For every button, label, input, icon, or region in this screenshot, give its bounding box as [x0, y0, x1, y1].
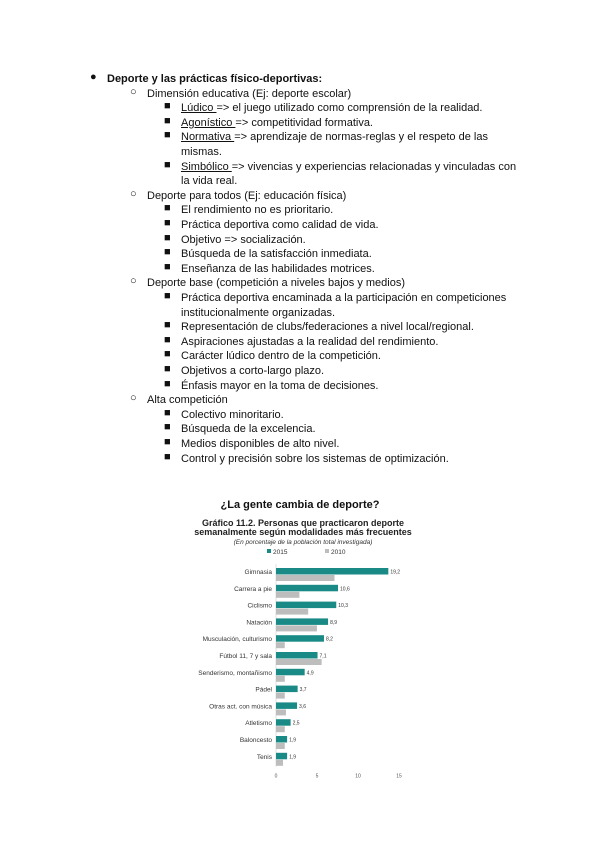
data-label: 7,1: [319, 653, 327, 660]
list-item: [181, 101, 482, 115]
category-label: Fútbol 11, 7 y sala: [219, 653, 272, 660]
bullet-square: ■: [164, 406, 171, 419]
bar-2010: [276, 609, 308, 615]
category-label: Ciclismo: [247, 602, 272, 610]
x-tick-label: 15: [396, 773, 402, 780]
category-label: Tenis: [256, 753, 272, 761]
item-text: Enseñanza de las habilidades motrices.: [181, 262, 375, 275]
bullet-square: ■: [164, 333, 171, 346]
item-term: Normativa: [181, 131, 235, 144]
category-label: Gimnasia: [244, 569, 272, 576]
list-item: [181, 291, 506, 305]
legend-swatch-2015: [267, 549, 271, 553]
section-title: Deporte para todos (Ej: educación física): [147, 189, 347, 202]
list-item: [181, 335, 438, 349]
item-text: Aspiraciones ajustadas a la realidad del rendimiento.: [181, 335, 439, 348]
bar-2015: [276, 753, 287, 760]
list-item: [181, 437, 339, 451]
data-label: 3,7: [299, 687, 307, 694]
bar-2010: [276, 760, 283, 766]
bar-2015: [276, 635, 324, 642]
bullet-square: ■: [164, 202, 171, 215]
list-item: [181, 364, 324, 378]
bar-2015: [276, 618, 328, 625]
bullet-circle: ○: [130, 187, 137, 200]
category-label: Natación: [246, 619, 272, 627]
x-tick-label: 0: [274, 773, 278, 780]
list-item: [181, 320, 474, 334]
bullet-square: ■: [164, 363, 171, 375]
data-label: 1,9: [289, 737, 297, 744]
item-text: => vivencias y experiencias relacionadas y vinculadas con: [231, 160, 517, 173]
item-text: Colectivo minoritario.: [181, 408, 284, 421]
list-item: [181, 452, 449, 466]
bar-2015: [276, 585, 338, 592]
bullet-square: ■: [164, 129, 171, 142]
x-tick-label: 5: [315, 773, 319, 780]
chart-subtitle: (En porcentaje de la población total investigada): [233, 539, 373, 546]
bullet-square: ■: [164, 436, 171, 448]
item-text: Control y precisión sobre los sistemas de optimización.: [181, 452, 449, 465]
chart-page-title: ¿La gente cambia de deporte?: [220, 499, 380, 511]
category-label: Otras act. con música: [209, 703, 272, 711]
legend-label-2015: 2015: [273, 549, 288, 556]
bar-2015: [276, 719, 291, 726]
item-text: Representación de clubs/federaciones a nivel local/regional.: [181, 321, 474, 334]
category-label: Atletismo: [245, 720, 272, 728]
bar-2015: [276, 602, 336, 609]
bullet-circle: ○: [130, 85, 137, 98]
bullet-square: ■: [164, 246, 171, 259]
item-text: => aprendizaje de normas-reglas y el respeto de las: [234, 131, 488, 144]
item-text: Práctica deportiva como calidad de vida.: [181, 219, 379, 231]
category-label: Senderismo, montañismo: [198, 669, 272, 677]
bar-2010: [276, 709, 286, 715]
item-text: Búsqueda de la satisfacción inmediata.: [181, 248, 372, 261]
item-text: El rendimiento no es prioritario.: [181, 204, 334, 217]
bullet-square: ■: [164, 421, 171, 434]
bullet-square: ■: [164, 231, 171, 244]
legend-label-2010: 2010: [331, 549, 346, 556]
data-label: 10,6: [340, 586, 350, 593]
outline-heading: Deporte y las prácticas físico-deportivas:: [107, 73, 323, 85]
item-text: Búsqueda de la excelencia.: [181, 423, 316, 436]
data-label: 8,2: [325, 636, 333, 643]
item-text: => competitividad formativa.: [235, 116, 373, 129]
list-item: [181, 130, 488, 144]
list-item: [181, 422, 316, 436]
category-label: Pádel: [255, 686, 272, 694]
bullet-circle: ○: [130, 392, 137, 405]
bullet-square: ■: [164, 114, 171, 127]
data-label: 4,9: [306, 670, 314, 677]
list-item: [181, 349, 381, 363]
data-label: 1,9: [289, 754, 297, 761]
data-label: 8,9: [330, 619, 338, 626]
chart-title-line1: Gráfico 11.2. Personas que practicaron deporte: [201, 518, 405, 528]
item-term: Agonístico: [181, 116, 236, 129]
bar-2010: [276, 625, 317, 631]
bullet-square: ■: [164, 377, 171, 390]
bullet-square: ■: [164, 100, 171, 113]
bullet-square: ■: [164, 290, 171, 302]
section-title: Alta competición: [147, 394, 228, 407]
bullet-square: ■: [164, 158, 171, 171]
list-item: [181, 233, 306, 247]
list-item: [181, 203, 333, 217]
item-term: Simbólico: [181, 160, 232, 173]
bar-2015: [276, 568, 388, 575]
data-label: 10,3: [338, 603, 348, 610]
item-text: Práctica deportiva encaminada a la participación en competiciones: [181, 292, 507, 304]
data-label: 3,6: [299, 703, 307, 710]
x-tick-label: 10: [355, 773, 361, 780]
chart-title-line2: semanalmente según modalidades más frecuentes: [194, 527, 412, 537]
chart: [0, 490, 600, 800]
bar-2010: [276, 743, 285, 749]
bar-2015: [276, 652, 318, 659]
bar-2010: [276, 676, 285, 682]
list-item: [181, 160, 516, 174]
section-title: Deporte base (competición a niveles bajos y medios): [147, 277, 406, 290]
list-item: [181, 247, 372, 261]
data-label: 2,5: [292, 720, 300, 727]
bullet-square: ■: [164, 260, 171, 273]
bar-2015: [276, 702, 297, 709]
bullet-square: ■: [164, 217, 171, 229]
bar-2015: [276, 669, 305, 676]
bar-2015: [276, 736, 287, 743]
bullet-square: ■: [164, 348, 171, 361]
bar-2010: [276, 575, 335, 581]
bar-2010: [276, 726, 285, 732]
bullet-square: ■: [164, 450, 171, 463]
bar-2010: [276, 592, 299, 598]
list-item: [181, 262, 375, 276]
list-item-continuation: mismas.: [181, 146, 222, 158]
list-item: [181, 218, 379, 232]
bar-2010: [276, 693, 285, 699]
item-term: Lúdico: [181, 102, 217, 115]
item-text: Énfasis mayor en la toma de decisiones.: [181, 379, 379, 392]
item-text: Carácter lúdico dentro de la competición.: [181, 350, 381, 363]
bar-2010: [276, 642, 285, 648]
list-item-continuation: la vida real.: [181, 175, 238, 188]
item-text: Objetivos a corto-largo plazo.: [181, 365, 325, 377]
bullet-circle: ○: [130, 275, 137, 288]
list-item: [181, 408, 284, 422]
item-text: => el juego utilizado como comprensión de la realidad.: [216, 102, 483, 115]
legend-swatch-2010: [325, 549, 329, 553]
category-label: Baloncesto: [239, 737, 272, 744]
list-item: [181, 379, 379, 393]
bullet-disc: ●: [90, 71, 97, 83]
item-text: Medios disponibles de alto nivel.: [181, 438, 340, 450]
data-label: 19,2: [390, 569, 401, 576]
list-item: [181, 116, 373, 130]
bullet-square: ■: [164, 319, 171, 332]
bar-2010: [276, 659, 322, 665]
bar-2015: [276, 686, 298, 693]
item-text: Objetivo => socialización.: [181, 233, 306, 246]
list-item-continuation: institucionalmente organizadas.: [181, 306, 336, 319]
category-label: Musculación, culturismo: [202, 636, 272, 644]
category-label: Carrera a pie: [234, 585, 272, 593]
section-title: Dimensión educativa (Ej: deporte escolar): [147, 87, 352, 100]
